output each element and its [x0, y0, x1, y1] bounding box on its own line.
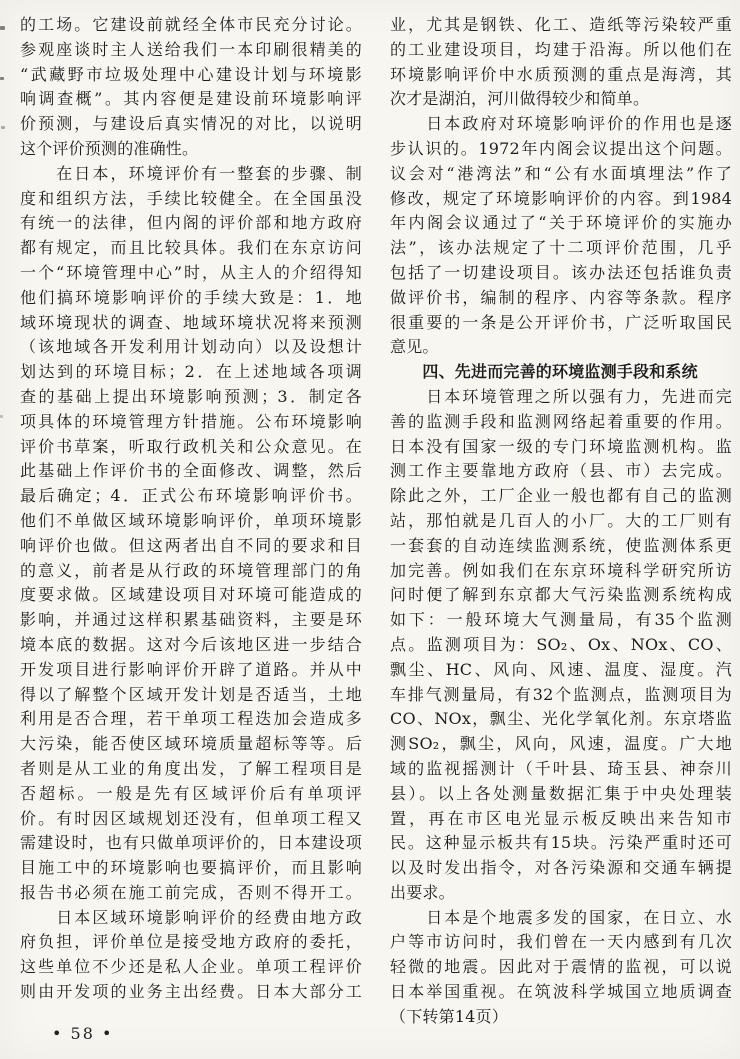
text-line: 测SO₂，飘尘，风向，风速，温度。广大地 [390, 734, 732, 754]
text-line: 度和组织方法，手续比较健全。在全国虽没 [20, 188, 362, 208]
text-line: 日本是个地震多发的国家，在日立、水 [390, 907, 732, 927]
text-line: 域的监视摇测计（千叶县、琦玉县、神奈川 [390, 758, 732, 778]
text-line: 则由开发项的业务主出经费。日本大部分工 [20, 982, 362, 1002]
text-line: 测工作主要靠地方政府（县、市）去完成。 [390, 461, 732, 481]
text-line: 业，尤其是钢铁、化工、造纸等污染较严重 [390, 15, 732, 34]
text-line: 最后确定；4．正式公布环境影响评价书。 [20, 486, 362, 506]
text-line: （该地域各开发利用计划动向）以及设想计 [20, 337, 362, 357]
text-line: 问时便了解到东京都大气污染监测系统构成 [390, 585, 732, 605]
text-line: 域环境现状的调查、地域环境状况将来预测 [20, 312, 362, 332]
text-line: 包括了一切建设项目。该办法还包括谁负责 [390, 262, 732, 282]
text-line: 日本区域环境影响评价的经费由地方政 [20, 907, 362, 927]
text-line: 开发项目进行影响评价开辟了道路。并从中 [20, 659, 362, 679]
text-line: 他们不单做区域环境影响评价，单项环境影 [20, 510, 362, 530]
scan-speck [0, 77, 4, 80]
page-number: • 58 • [52, 1024, 114, 1043]
text-line: 否超标。一般是先有区域评价后有单项评 [20, 783, 362, 803]
text-line: 意见。 [390, 337, 439, 357]
text-line: 年内阁会议通过了“关于环境评价的实施办 [390, 213, 732, 233]
text-line: 在日本，环境评价有一整套的步骤、制 [20, 163, 362, 183]
text-line: 做评价书，编制的程序、内容等条款。程序 [390, 287, 732, 307]
text-line: 需建设时，也有只做单项评价的，日本建设项 [20, 833, 362, 853]
text-line: 府负担，评价单位是接受地方政府的委托， [20, 932, 362, 952]
text-line: 日本举国重视。在筑波科学城国立地质调查 [390, 982, 732, 1002]
text-line: 车排气测量局，有32个监测点，监测项目为 [390, 684, 732, 704]
text-line: 度要求做。区域建设项目对环境可能造成的 [20, 585, 362, 605]
text-line: 项具体的环境管理方针措施。公布环境影响 [20, 411, 362, 431]
text-line: 加完善。例如我们在东京环境科学研究所访 [390, 560, 732, 580]
section-heading: 四、先进而完善的环境监测手段和系统 [390, 362, 698, 382]
text-line: 得以了解整个区域开发计划是否适当，土地 [20, 684, 362, 704]
text-line: 站，那怕就是几百人的小厂。大的工厂则有 [390, 510, 732, 530]
text-line: 价。有时因区域规划还没有，但单项工程又 [20, 808, 362, 828]
text-line: 查的基础上提出环境影响预测；3．制定各 [20, 386, 362, 406]
text-line: 置，再在市区电光显示板反映出来告知市 [390, 808, 732, 828]
text-line: 这些单位不少还是私人企业。单项工程评价 [20, 957, 362, 977]
text-line: 除此之外，工厂企业一般也都有自己的监测 [390, 486, 732, 506]
text-line: 划达到的环境目标；2．在上述地域各项调 [20, 362, 362, 382]
text-line: 响评价也做。但这两者出自不同的要求和目 [20, 535, 362, 555]
text-line: 户等市访问时，我们曾在一天内感到有几次 [390, 932, 732, 952]
text-line: 响调查概”。其内容便是建设前环境影响评 [20, 89, 362, 109]
text-line: 参观座谈时主人送给我们一本印刷很精美的 [20, 39, 362, 59]
text-line: 报告书必须在施工前完成，否则不得开工。 [20, 882, 362, 902]
text-line: 利用是否合理，若干单项工程迭加会造成多 [20, 709, 362, 729]
text-line: 飘尘、HC、风向、风速、温度、湿度。汽 [390, 659, 732, 679]
text-line: 环境影响评价中水质预测的重点是海湾，其 [390, 64, 732, 84]
text-line: 步认识的。1972年内阁会议提出这个问题。 [390, 138, 732, 158]
right-text-column [390, 13, 732, 1030]
text-line: 境本底的数据。这对今后该地区进一步结合 [20, 634, 362, 654]
text-line: 这个评价预测的准确性。 [20, 138, 199, 158]
text-line: 日本政府对环境影响评价的作用也是逐 [390, 114, 732, 134]
text-line: CO、NOx，飘尘、光化学氧化剂。东京塔监 [390, 709, 732, 729]
text-line: 一个“环境管理中心”时，从主人的介绍得知 [20, 262, 362, 282]
scan-speck [0, 415, 3, 418]
text-line: 日本环境管理之所以强有力，先进而完 [390, 386, 732, 406]
text-line: 价预测，与建设后真实情况的对比，以说明 [20, 114, 362, 134]
text-line: 评价书草案，听取行政机关和公众意见。在 [20, 436, 362, 456]
text-line: 他们搞环境影响评价的手续大致是：1．地 [20, 287, 362, 307]
text-line: “武藏野市垃圾处理中心建设计划与环境影 [20, 64, 362, 84]
text-line: 影响，并通过这样积累基础资料，主要是环 [20, 610, 362, 630]
text-line: 日本没有国家一级的专门环境监测机构。监 [390, 436, 732, 456]
text-line: 此基础上作评价书的全面修改、调整，然后 [20, 461, 362, 481]
text-line: 轻微的地震。因此对于震情的监视，可以说 [390, 957, 732, 977]
text-line: 者则是从工业的角度出发，了解工程项目是 [20, 758, 362, 778]
text-line: 目施工中的环境影响也要搞评价，而且影响 [20, 858, 362, 878]
text-line: 的工场。它建设前就经全体市民充分讨论。 [20, 15, 362, 34]
text-line: 以及时发出指令，对各污染源和交通车辆提 [390, 858, 732, 878]
text-line: 的工业建设项目，均建于沿海。所以他们在 [390, 39, 732, 59]
text-line: 出要求。 [390, 882, 455, 902]
scan-speck [0, 26, 5, 30]
text-line: 的意义，前者是从行政的环境管理部门的角 [20, 560, 362, 580]
text-line: 次才是湖泊，河川做得较少和简单。 [390, 89, 650, 109]
text-line: 善的监测手段和监测网络起着重要的作用。 [390, 411, 732, 431]
text-line: 如下：一般环境大气测量局，有35个监测 [390, 610, 732, 630]
text-line: 有统一的法律，但内阁的评价部和地方政府 [20, 213, 362, 233]
text-line: 一套套的自动连续监测系统，使监测体系更 [390, 535, 732, 555]
text-line: 都有规定，而且比较具体。我们在东京访问 [20, 238, 362, 258]
text-line: 很重要的一条是公开评价书，广泛听取国民 [390, 312, 732, 332]
text-line: 民。这种显示板共有15块。污染严重时还可 [390, 833, 732, 853]
text-line: 县）。以上各处测量数据汇集于中央处理装 [390, 783, 732, 803]
left-text-column [20, 13, 362, 1005]
scan-speck [1, 126, 5, 129]
text-line: 点。监测项目为：SO₂、Ox、NOx、CO、 [390, 634, 732, 654]
continuation-note: （下转第14页） [390, 1006, 508, 1026]
text-line: 法”，该办法规定了十二项评价范围，几乎 [390, 238, 732, 258]
text-line: 修改，规定了环境影响评价的内容。到1984 [390, 188, 732, 208]
text-line: 议会对“港湾法”和“公有水面填埋法”作了 [390, 163, 732, 183]
text-line: 大污染，能否使区域环境质量超标等等。后 [20, 734, 362, 754]
